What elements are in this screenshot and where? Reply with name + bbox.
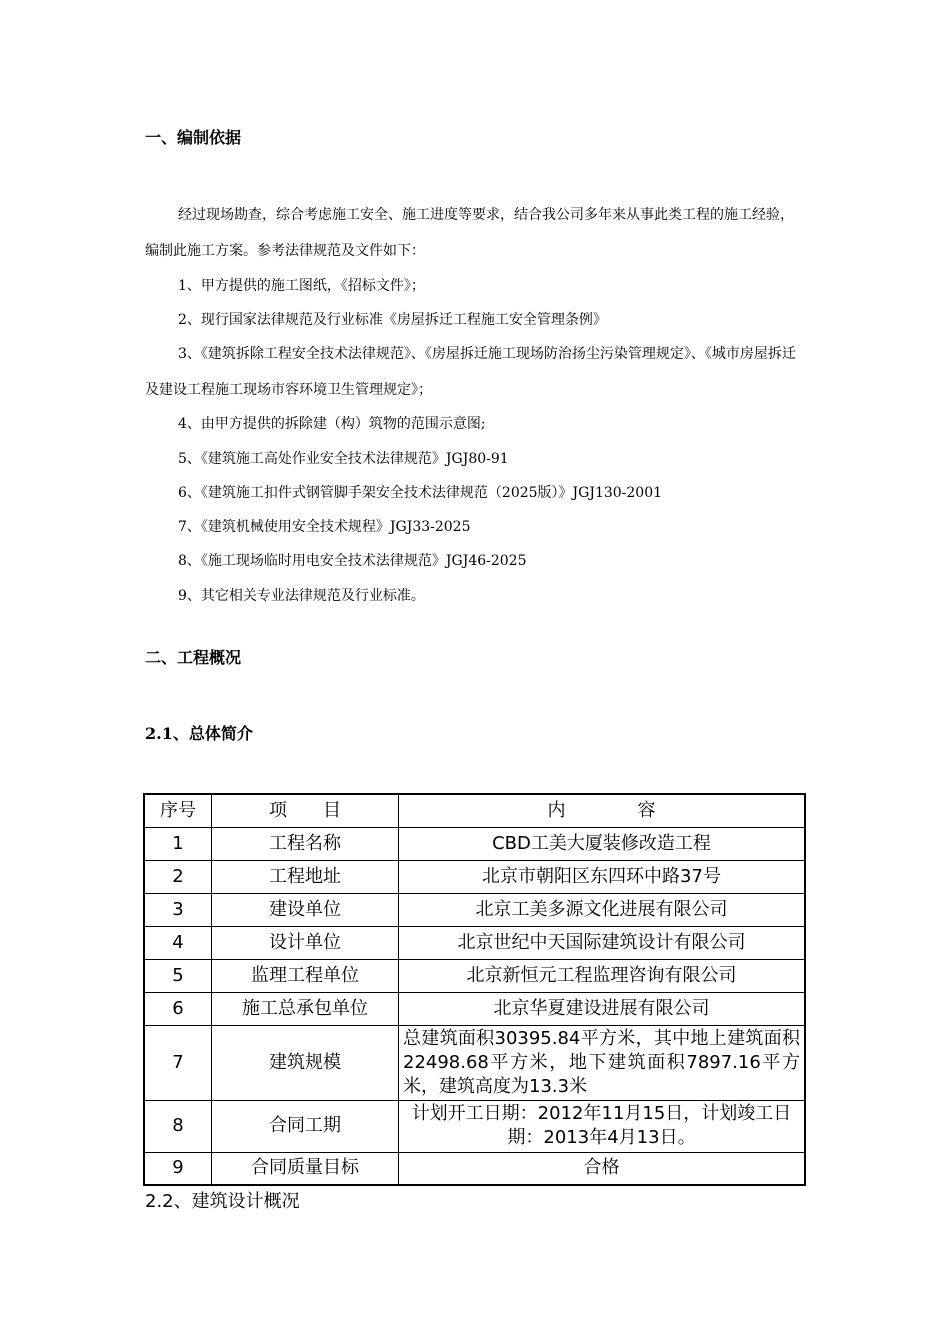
table-cell: 北京工美多源文化进展有限公司	[399, 893, 806, 926]
table-cell: 3	[144, 893, 212, 926]
table-cell: 建设单位	[212, 893, 399, 926]
table-cell: 2	[144, 860, 212, 893]
table-cell: 北京新恒元工程监理咨询有限公司	[399, 959, 806, 992]
section-2-2-heading: 2.2、建筑设计概况	[145, 1191, 300, 1212]
reference-item-1: 1、甲方提供的施工图纸，《招标文件》；	[178, 278, 425, 294]
table-cell: 4	[144, 926, 212, 959]
table-cell: 北京市朝阳区东四环中路37号	[399, 860, 806, 893]
table-row	[144, 959, 805, 992]
table-cell: 施工总承包单位	[212, 992, 399, 1025]
table-cell: 设计单位	[212, 926, 399, 959]
table-cell: CBD工美大厦装修改造工程	[399, 827, 806, 860]
table-cell: 7	[144, 1025, 212, 1100]
reference-item-3: 3、《建筑拆除工程安全技术法律规范》、《房屋拆迁施工现场防治扬尘污染管理规定》、《城市房屋拆迁及建设工程施工现场市容环境卫生管理规定》；	[145, 346, 796, 398]
table-row	[144, 893, 805, 926]
table-row	[144, 827, 805, 860]
table-row	[144, 992, 805, 1025]
project-overview-table	[143, 793, 806, 1186]
table-cell: 合同质量目标	[212, 1152, 399, 1185]
table-row	[144, 926, 805, 959]
table-cell: 总建筑面积30395.84平方米，其中地上建筑面积22498.68平方米，地下建筑面积7897.16平方米，建筑高度为13.3米	[399, 1025, 806, 1100]
table-cell: 合格	[399, 1152, 806, 1185]
table-cell: 建筑规模	[212, 1025, 399, 1100]
reference-item-6: 6、《建筑施工扣件式钢管脚手架安全技术法律规范（2025版）》JGJ130-2001	[178, 485, 663, 501]
section-1-heading: 一、编制依据	[145, 128, 242, 147]
table-cell: 6	[144, 992, 212, 1025]
table-cell: 监理工程单位	[212, 959, 399, 992]
table-cell: 工程名称	[212, 827, 399, 860]
section-1-intro: 经过现场勘查，综合考虑施工安全、施工进度等要求，结合我公司多年来从事此类工程的施工经验，编制此施工方案。参考法律规范及文件如下：	[145, 207, 794, 259]
table-header-cell: 项 目	[212, 794, 399, 827]
table-row	[144, 860, 805, 893]
reference-item-8: 8、《施工现场临时用电安全技术法律规范》JGJ46-2025	[178, 553, 527, 569]
table-cell: 8	[144, 1100, 212, 1152]
reference-item-4: 4、由甲方提供的拆除建（构）筑物的范围示意图;	[178, 416, 486, 432]
table-cell: 合同工期	[212, 1100, 399, 1152]
table-cell: 计划开工日期：2012年11月15日，计划竣工日期：2013年4月13日。	[399, 1100, 806, 1152]
section-2-1-heading: 2.1、总体简介	[145, 724, 253, 743]
table-cell: 工程地址	[212, 860, 399, 893]
section-2-heading: 二、工程概况	[145, 648, 242, 667]
table-cell: 5	[144, 959, 212, 992]
reference-item-7: 7、《建筑机械使用安全技术规程》JGJ33-2025	[178, 519, 471, 535]
reference-item-9: 9、其它相关专业法律规范及行业标准。	[178, 588, 425, 604]
table-cell: 9	[144, 1152, 212, 1185]
table-header-row	[144, 794, 805, 827]
table-cell: 1	[144, 827, 212, 860]
reference-item-5: 5、《建筑施工高处作业安全技术法律规范》JGJ80-91	[178, 451, 509, 467]
table-header-cell: 内 容	[399, 794, 806, 827]
table-cell: 北京华夏建设进展有限公司	[399, 992, 806, 1025]
table-header-cell: 序号	[144, 794, 212, 827]
table-row	[144, 1152, 805, 1185]
reference-item-2: 2、现行国家法律规范及行业标准《房屋拆迁工程施工安全管理条例》	[178, 312, 607, 328]
table-row	[144, 1100, 805, 1152]
table-row	[144, 1025, 805, 1100]
table-cell: 北京世纪中天国际建筑设计有限公司	[399, 926, 806, 959]
